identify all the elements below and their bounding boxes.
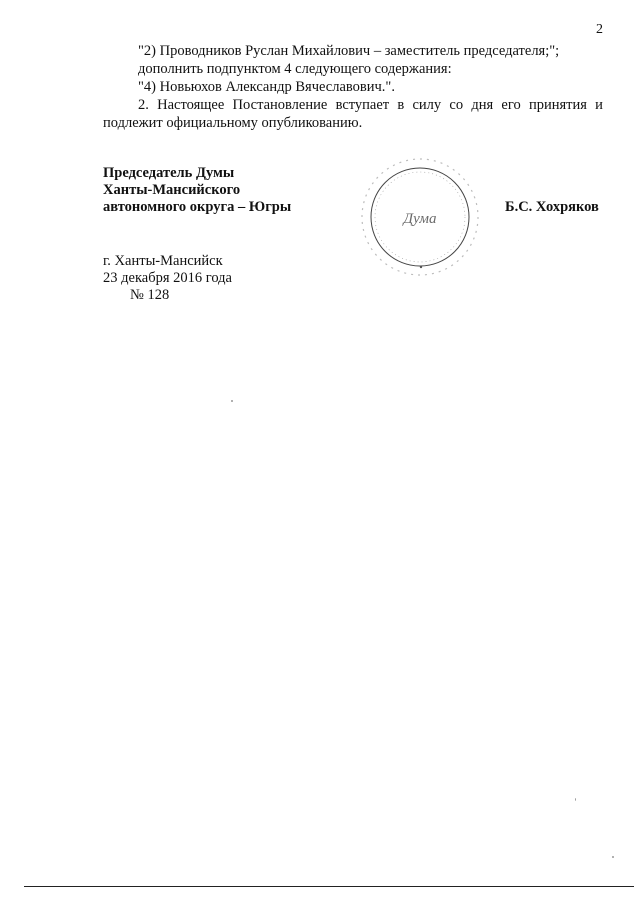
official-stamp — [355, 155, 485, 285]
clause-2-word: вступает — [335, 97, 390, 113]
signature-title-line-2: Ханты-Мансийского — [103, 182, 241, 198]
clause-2-line-2: подлежит официальному опубликованию. — [103, 115, 363, 131]
clause-2-word: дня — [471, 97, 494, 113]
amendment-line-3: "4) Новьюхов Александр Вячеславович.". — [138, 79, 395, 95]
clause-2-word: и — [595, 97, 603, 113]
signature-title-line-1: Председатель Думы — [103, 165, 235, 181]
clause-2-word: 2. — [138, 97, 149, 113]
scan-speck — [612, 856, 614, 858]
clause-2-word: Настоящее — [157, 97, 225, 113]
place-date-block — [103, 253, 232, 304]
stamp-text: Дума — [403, 211, 437, 227]
clause-2-line-1 — [138, 96, 603, 114]
document-number: № 128 — [130, 287, 170, 303]
clause-2-word: в — [397, 97, 405, 113]
page-number: 2 — [596, 22, 603, 37]
scan-speck — [231, 400, 233, 402]
clause-2-word: со — [449, 97, 464, 113]
amendment-line-2: дополнить подпунктом 4 следующего содержания: — [138, 61, 452, 77]
scan-speck — [575, 798, 576, 801]
clause-2-word: его — [501, 97, 521, 113]
clause-2-word: Постановление — [232, 97, 328, 113]
date: 23 декабря 2016 года — [103, 270, 232, 286]
amendment-line-1: "2) Проводников Руслан Михайлович – заместитель председателя;"; — [138, 43, 560, 59]
clause-2-word: принятия — [528, 97, 587, 113]
signature-title-line-3: автономного округа – Югры — [103, 199, 292, 215]
bottom-rule — [24, 886, 634, 887]
city: г. Ханты-Мансийск — [103, 253, 223, 269]
signatory-name: Б.С. Хохряков — [505, 199, 599, 215]
clause-2-word: силу — [412, 97, 442, 113]
